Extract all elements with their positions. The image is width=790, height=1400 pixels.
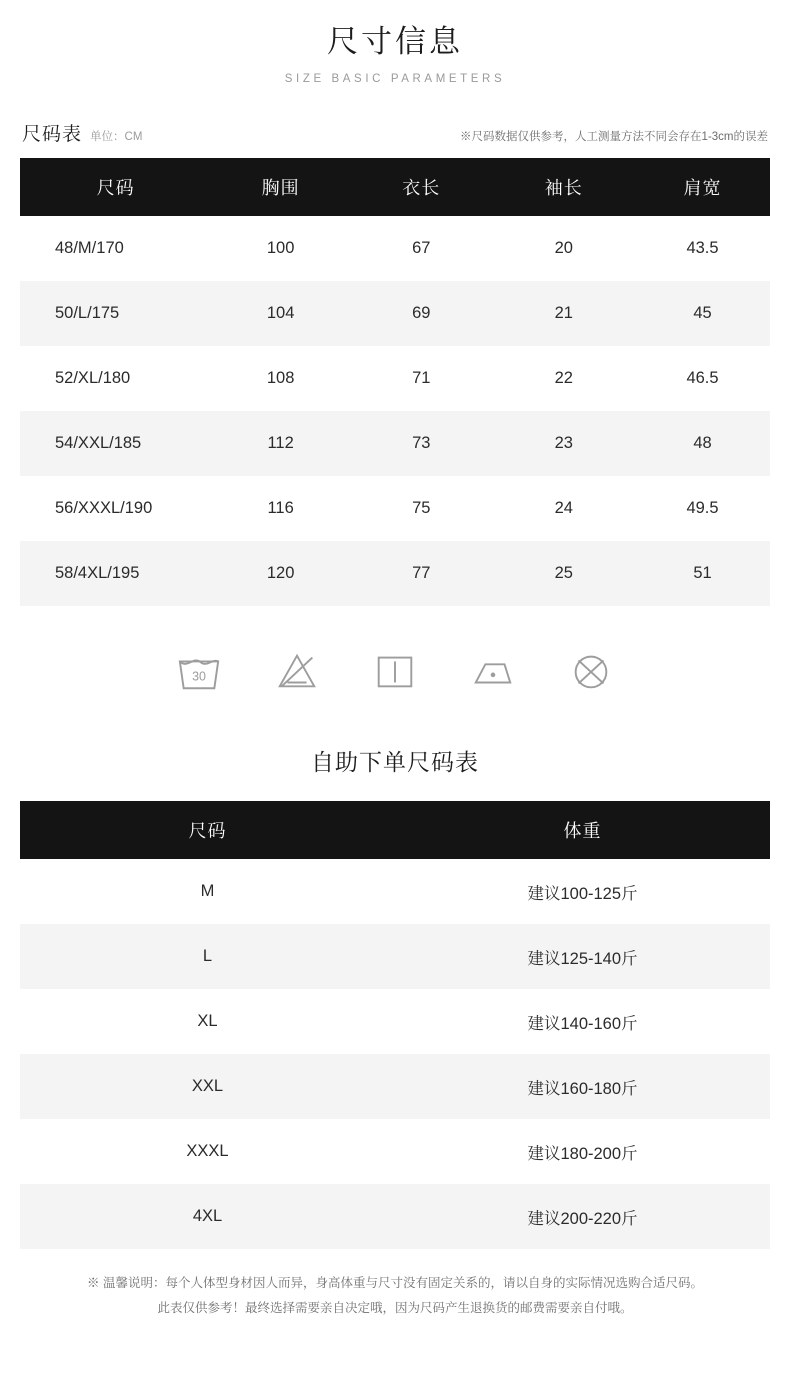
table-row — [20, 476, 770, 541]
size-cell: 48 — [635, 411, 770, 476]
drip-dry-icon — [372, 648, 418, 694]
size-cell: 25 — [493, 541, 636, 606]
weight-col-header-0: 尺码 — [20, 801, 395, 859]
size-cell: 75 — [350, 476, 493, 541]
page-title: 尺寸信息 — [327, 24, 463, 59]
size-cell: 54/XXL/185 — [20, 411, 211, 476]
size-cell: 100 — [211, 216, 350, 281]
size-cell: 116 — [211, 476, 350, 541]
size-col-header-1: 胸围 — [211, 158, 350, 216]
iron-low-icon — [470, 648, 516, 694]
page-header — [20, 0, 770, 85]
size-table-body — [20, 216, 770, 606]
weight-cell: XL — [20, 989, 395, 1054]
weight-cell: XXXL — [20, 1119, 395, 1184]
size-cell: 49.5 — [635, 476, 770, 541]
size-cell: 43.5 — [635, 216, 770, 281]
table-row — [20, 216, 770, 281]
size-table-caption — [22, 119, 142, 146]
weight-table — [20, 801, 770, 1249]
table-row — [20, 541, 770, 606]
weight-cell: 建议125-140斤 — [395, 924, 770, 989]
table-row — [20, 859, 770, 924]
size-table-note: ※尺码数据仅供参考，人工测量方法不同会存在1-3cm的误差 — [460, 131, 768, 143]
weight-table-body — [20, 859, 770, 1249]
wash-30-icon — [176, 648, 222, 694]
size-cell: 71 — [350, 346, 493, 411]
size-cell: 50/L/175 — [20, 281, 211, 346]
size-cell: 69 — [350, 281, 493, 346]
care-instruction-icons — [20, 648, 770, 694]
size-col-header-3: 袖长 — [493, 158, 636, 216]
size-table-title: 尺码表 — [22, 124, 83, 145]
size-cell: 24 — [493, 476, 636, 541]
table-row — [20, 1119, 770, 1184]
size-cell: 120 — [211, 541, 350, 606]
size-cell: 46.5 — [635, 346, 770, 411]
weight-table-title: 自助下单尺码表 — [311, 749, 479, 775]
table-row — [20, 989, 770, 1054]
size-table — [20, 158, 770, 606]
size-table-head — [20, 158, 770, 216]
size-table-caption-row — [20, 119, 770, 146]
size-cell: 104 — [211, 281, 350, 346]
weight-cell: XXL — [20, 1054, 395, 1119]
weight-cell: M — [20, 859, 395, 924]
table-row — [20, 924, 770, 989]
weight-cell: 建议160-180斤 — [395, 1054, 770, 1119]
size-col-header-0: 尺码 — [20, 158, 211, 216]
size-cell: 73 — [350, 411, 493, 476]
size-cell: 48/M/170 — [20, 216, 211, 281]
size-table-unit: 单位：CM — [90, 131, 143, 143]
weight-cell: 建议100-125斤 — [395, 859, 770, 924]
weight-table-head — [20, 801, 770, 859]
size-cell: 22 — [493, 346, 636, 411]
weight-cell: 建议140-160斤 — [395, 989, 770, 1054]
size-cell: 23 — [493, 411, 636, 476]
table-row — [20, 411, 770, 476]
table-header-row — [20, 158, 770, 216]
size-cell: 58/4XL/195 — [20, 541, 211, 606]
table-row — [20, 1054, 770, 1119]
size-cell: 51 — [635, 541, 770, 606]
table-row — [20, 281, 770, 346]
size-col-header-2: 衣长 — [350, 158, 493, 216]
size-cell: 21 — [493, 281, 636, 346]
table-row — [20, 1184, 770, 1249]
wash-temp-label: 30 — [192, 669, 206, 684]
size-cell: 20 — [493, 216, 636, 281]
weight-cell: 4XL — [20, 1184, 395, 1249]
weight-col-header-1: 体重 — [395, 801, 770, 859]
weight-cell: L — [20, 924, 395, 989]
size-cell: 77 — [350, 541, 493, 606]
size-cell: 112 — [211, 411, 350, 476]
size-cell: 45 — [635, 281, 770, 346]
table-header-row — [20, 801, 770, 859]
footer-line-1: ※ 温馨说明：每个人体型身材因人而异，身高体重与尺寸没有固定关系的，请以自身的实际情况选购合适尺码。 — [87, 1276, 703, 1290]
size-col-header-4: 肩宽 — [635, 158, 770, 216]
page-subtitle: SIZE BASIC PARAMETERS — [284, 73, 506, 85]
do-not-bleach-icon — [274, 648, 320, 694]
size-cell: 56/XXXL/190 — [20, 476, 211, 541]
size-cell: 52/XL/180 — [20, 346, 211, 411]
footer-line-2: 此表仅供参考！最终选择需要亲自决定哦，因为尺码产生退换货的邮费需要亲自付哦。 — [157, 1301, 633, 1315]
size-cell: 108 — [211, 346, 350, 411]
weight-cell: 建议200-220斤 — [395, 1184, 770, 1249]
do-not-dry-clean-icon — [568, 648, 614, 694]
size-cell: 67 — [350, 216, 493, 281]
weight-cell: 建议180-200斤 — [395, 1119, 770, 1184]
table-row — [20, 346, 770, 411]
footer-note — [20, 1271, 770, 1321]
